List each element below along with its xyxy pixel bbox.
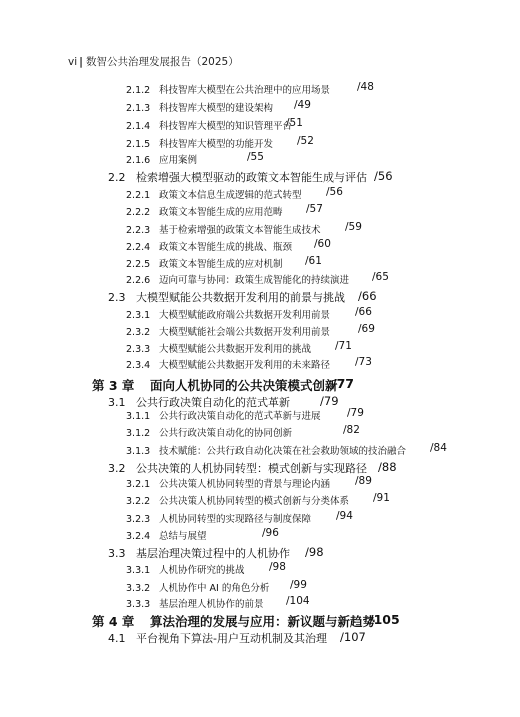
toc-entry-number: 2.2.5: [126, 259, 151, 270]
toc-entry-page: /71: [335, 340, 352, 352]
toc-entry-page: /107: [340, 630, 366, 644]
toc-entry-title: 迈向可靠与协同：政策生成智能化的持续演进: [159, 275, 350, 286]
toc-entry-page: /52: [297, 135, 314, 147]
toc-entry-number: 3.2.1: [126, 479, 151, 490]
toc-section[interactable]: [108, 289, 345, 305]
toc-entry-number: 3.2.3: [126, 514, 151, 525]
header-book-title: 数智公共治理发展报告（2025）: [85, 56, 239, 68]
toc-entry-page: /79: [347, 407, 364, 419]
toc-entry-title: 公共行政决策自动化的范式革新: [136, 396, 290, 409]
toc-entry-title: 大模型赋能公共数据开发利用的前景与挑战: [136, 291, 345, 304]
toc-entry-title: 科技智库大模型的建设架构: [159, 103, 274, 114]
toc-entry-number: 3.3: [108, 547, 126, 560]
toc-section[interactable]: [108, 545, 290, 561]
toc-entry-title: 政策文本信息生成逻辑的范式转型: [159, 190, 302, 201]
toc-entry-number: 2.2.6: [126, 275, 151, 286]
toc-entry-page: /99: [290, 579, 307, 591]
toc-subsection[interactable]: [126, 476, 330, 490]
toc-entry-title: 政策文本智能生成的挑战、瓶颈: [159, 242, 293, 253]
toc-entry-page: /66: [358, 289, 377, 303]
toc-subsection[interactable]: [126, 562, 245, 576]
toc-entry-title: 检索增强大模型驱动的政策文本智能生成与评估: [136, 171, 367, 184]
toc-subsection[interactable]: [126, 341, 311, 355]
toc-subsection[interactable]: [126, 425, 292, 439]
toc-entry-page: /69: [358, 323, 375, 335]
toc-entry-page: /96: [262, 527, 279, 539]
toc-entry-title: 人机协同转型的实现路径与制度保障: [159, 514, 312, 525]
toc-entry-page: /57: [306, 203, 323, 215]
toc-entry-number: 3.1.3: [126, 446, 151, 457]
toc-subsection[interactable]: [126, 307, 330, 321]
toc-entry-number: 2.2: [108, 171, 126, 184]
toc-subsection[interactable]: [126, 136, 273, 150]
toc-entry-number: 2.3: [108, 291, 126, 304]
toc-entry-page: /56: [374, 169, 393, 183]
toc-entry-number: 2.1.2: [126, 85, 151, 96]
toc-subsection[interactable]: [126, 580, 269, 594]
toc-entry-title: 公共行政决策自动化的范式革新与进展: [159, 411, 321, 422]
toc-entry-number: 3.3.3: [126, 599, 151, 610]
toc-entry-title: 总结与展望: [159, 531, 207, 542]
toc-entry-title: 科技智库大模型的知识管理平台: [159, 121, 293, 132]
toc-entry-page: /61: [305, 255, 322, 267]
toc-entry-page: /104: [286, 595, 310, 607]
toc-subsection[interactable]: [126, 596, 264, 610]
toc-entry-page: /79: [320, 394, 339, 408]
toc-entry-title: 人机协作研究的挑战: [159, 565, 245, 576]
toc-subsection[interactable]: [126, 272, 349, 286]
toc-entry-title: 政策文本智能生成的应用范畴: [159, 207, 283, 218]
toc-section[interactable]: [108, 460, 367, 476]
toc-subsection[interactable]: [126, 82, 330, 96]
toc-entry-number: 第 4 章: [92, 614, 135, 629]
toc-entry-page: /49: [294, 99, 311, 111]
toc-entry-number: 3.2.2: [126, 496, 151, 507]
toc-subsection[interactable]: [126, 152, 197, 166]
toc-entry-page: /89: [355, 475, 372, 487]
toc-entry-page: /51: [286, 117, 303, 129]
toc-subsection[interactable]: [126, 187, 302, 201]
toc-entry-page: /105: [369, 612, 400, 627]
toc-entry-number: 2.2.1: [126, 190, 151, 201]
toc-entry-title: 技术赋能：公共行政自动化决策在社会救助领域的技治融合: [159, 446, 407, 457]
toc-entry-page: /94: [336, 510, 353, 522]
toc-entry-page: /56: [326, 186, 343, 198]
toc-entry-number: 2.2.2: [126, 207, 151, 218]
toc-entry-number: 3.2: [108, 462, 126, 475]
header-separator: |: [79, 55, 83, 68]
toc-entry-title: 科技智库大模型的功能开发: [159, 139, 274, 150]
toc-subsection[interactable]: [126, 118, 292, 132]
toc-entry-page: /55: [247, 151, 264, 163]
toc-subsection[interactable]: [126, 357, 330, 371]
toc-subsection[interactable]: [126, 239, 292, 253]
toc-entry-title: 基层治理人机协作的前景: [159, 599, 264, 610]
toc-entry-number: 3.3.1: [126, 565, 151, 576]
toc-entry-title: 公共行政决策自动化的协同创新: [159, 428, 293, 439]
toc-subsection[interactable]: [126, 324, 330, 338]
toc-entry-number: 3.3.2: [126, 583, 151, 594]
toc-subsection[interactable]: [126, 443, 406, 457]
toc-chapter[interactable]: [92, 376, 338, 394]
toc-entry-page: /84: [430, 442, 447, 454]
toc-entry-page: /66: [355, 306, 372, 318]
toc-entry-number: 2.2.4: [126, 242, 151, 253]
toc-chapter[interactable]: [92, 612, 375, 630]
toc-entry-title: 人机协作中 AI 的角色分析: [159, 583, 270, 594]
toc-section[interactable]: [108, 630, 327, 646]
toc-entry-number: 第 3 章: [92, 378, 135, 393]
toc-entry-title: 公共决策人机协同转型的背景与理论内涵: [159, 479, 331, 490]
toc-entry-title: 基层治理决策过程中的人机协作: [136, 547, 290, 560]
toc-entry-number: 3.1.2: [126, 428, 151, 439]
toc-entry-number: 2.1.3: [126, 103, 151, 114]
toc-entry-title: 大模型赋能政府端公共数据开发利用前景: [159, 310, 331, 321]
toc-entry-number: 4.1: [108, 632, 126, 645]
toc-entry-page: /82: [343, 424, 360, 436]
toc-entry-page: /73: [355, 356, 372, 368]
toc-entry-page: /98: [269, 561, 286, 573]
toc-entry-page: /65: [372, 271, 389, 283]
toc-subsection[interactable]: [126, 222, 321, 236]
toc-entry-number: 2.1.5: [126, 139, 151, 150]
toc-section[interactable]: [108, 169, 367, 185]
toc-entry-title: 科技智库大模型在公共治理中的应用场景: [159, 85, 331, 96]
toc-entry-number: 2.3.4: [126, 360, 151, 371]
toc-entry-title: 算法治理的发展与应用：新议题与新趋势: [150, 614, 376, 629]
toc-entry-page: /59: [345, 221, 362, 233]
toc-entry-page: /91: [373, 492, 390, 504]
toc-subsection[interactable]: [126, 100, 273, 114]
toc-entry-number: 2.1.4: [126, 121, 151, 132]
toc-entry-page: /60: [314, 238, 331, 250]
toc-subsection[interactable]: [126, 408, 321, 422]
running-header: [68, 54, 239, 69]
toc-subsection[interactable]: [126, 204, 283, 218]
toc-entry-page: /88: [378, 460, 397, 474]
toc-entry-title: 面向人机协同的公共决策模式创新: [150, 378, 338, 393]
header-page-number: vi: [68, 55, 78, 68]
toc-entry-title: 大模型赋能公共数据开发利用的挑战: [159, 344, 312, 355]
toc-entry-number: 2.3.3: [126, 344, 151, 355]
toc-entry-number: 2.3.2: [126, 327, 151, 338]
toc-entry-title: 应用案例: [159, 155, 198, 166]
toc-entry-page: /77: [332, 376, 354, 391]
toc-entry-page: /98: [305, 545, 324, 559]
toc-entry-number: 3.1: [108, 396, 126, 409]
toc-subsection[interactable]: [126, 493, 349, 507]
toc-entry-title: 政策文本智能生成的应对机制: [159, 259, 283, 270]
toc-entry-number: 2.3.1: [126, 310, 151, 321]
toc-subsection[interactable]: [126, 528, 207, 542]
toc-subsection[interactable]: [126, 256, 283, 270]
toc-entry-title: 基于检索增强的政策文本智能生成技术: [159, 225, 321, 236]
toc-entry-number: 3.1.1: [126, 411, 151, 422]
toc-entry-page: /48: [357, 81, 374, 93]
toc-entry-title: 平台视角下算法-用户互动机制及其治理: [136, 632, 327, 645]
toc-subsection[interactable]: [126, 511, 311, 525]
toc-entry-title: 大模型赋能社会端公共数据开发利用前景: [159, 327, 331, 338]
toc-entry-number: 2.1.6: [126, 155, 151, 166]
toc-entry-title: 公共决策的人机协同转型：模式创新与实现路径: [136, 462, 367, 475]
toc-entry-number: 2.2.3: [126, 225, 151, 236]
toc-entry-title: 公共决策人机协同转型的模式创新与分类体系: [159, 496, 350, 507]
toc-entry-number: 3.2.4: [126, 531, 151, 542]
toc-entry-title: 大模型赋能公共数据开发利用的未来路径: [159, 360, 331, 371]
